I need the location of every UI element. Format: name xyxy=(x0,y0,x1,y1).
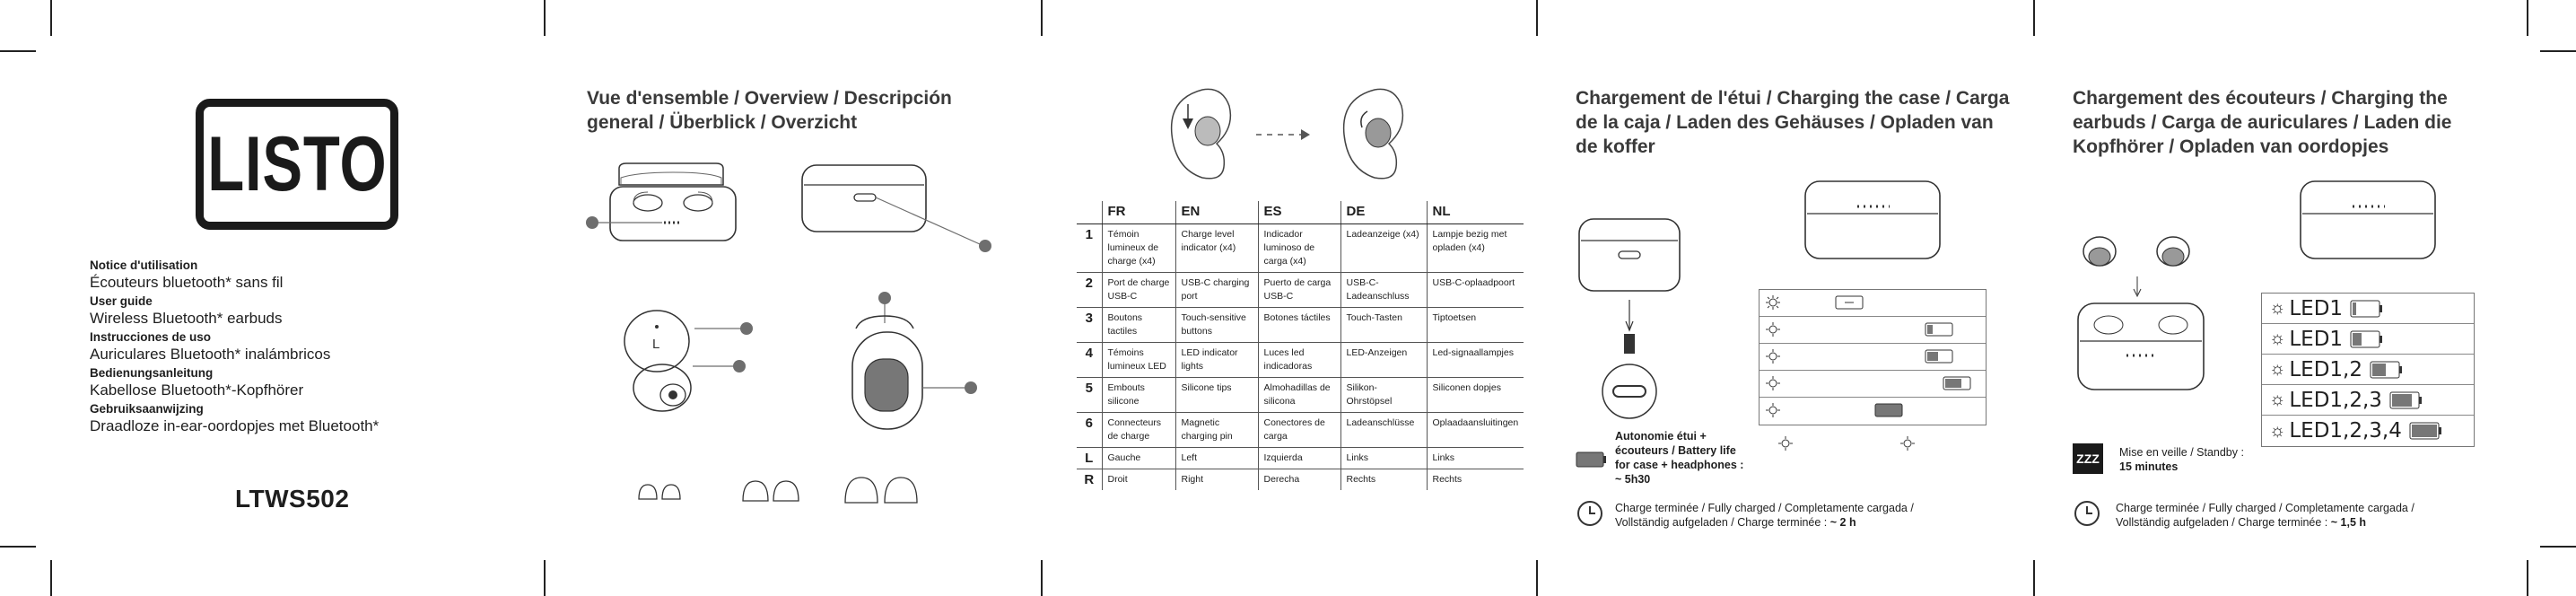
table-cell: Izquierda xyxy=(1258,448,1340,469)
battery-icon xyxy=(1576,451,1608,469)
battery-plug-icon xyxy=(1925,350,1952,363)
table-cell: Gauche xyxy=(1102,448,1175,469)
crop-mark xyxy=(50,0,52,36)
table-header-cell xyxy=(1077,201,1102,224)
table-cell: Right xyxy=(1175,469,1258,491)
table-row xyxy=(1077,378,1524,413)
table-cell: Oplaadaansluitingen xyxy=(1427,413,1524,448)
crop-mark xyxy=(544,0,546,36)
battery-life-line: for case + headphones : xyxy=(1615,459,1744,471)
standby-time: 15 minutes xyxy=(2119,460,2179,473)
sun-icon xyxy=(1766,322,1780,337)
earbud-left-illustration xyxy=(617,309,770,425)
logo-text: LISTO xyxy=(206,120,388,207)
overview-title-line: Vue d'ensemble / Overview / Descripción xyxy=(587,88,952,109)
table-cell: Lampje bezig met opladen (x4) xyxy=(1427,224,1524,273)
table-cell: Almohadillas de silicona xyxy=(1258,378,1340,413)
earbuds-charging-title-line: Kopfhörer / Opladen van oordopjes xyxy=(2073,136,2389,157)
table-cell: Embouts silicone xyxy=(1102,378,1175,413)
clock-icon xyxy=(1576,499,1604,528)
battery-plug-icon xyxy=(1875,404,1902,416)
table-header-cell: FR xyxy=(1102,201,1175,224)
table-cell: USB-C-oplaadpoort xyxy=(1427,273,1524,308)
fully-charged-line: Charge terminée / Fully charged / Completamente cargada / xyxy=(1615,502,1914,514)
row-number: 3 xyxy=(1077,308,1102,343)
sun-icon xyxy=(1766,376,1780,390)
table-cell: Tiptoetsen xyxy=(1427,308,1524,343)
manual-label: User guide xyxy=(90,294,153,308)
battery-level-icon xyxy=(2389,390,2425,410)
table-cell: Led-signaallampjes xyxy=(1427,343,1524,378)
table-row xyxy=(1077,273,1524,308)
led-row xyxy=(2262,324,2474,355)
manual-value: Kabellose Bluetooth*-Kopfhörer xyxy=(90,381,304,399)
table-cell: Silikon-Ohrstöpsel xyxy=(1340,378,1427,413)
battery-level-icon xyxy=(2409,421,2445,441)
model-number: LTWS502 xyxy=(235,485,350,513)
table-row xyxy=(1077,469,1524,491)
parts-table-wrapper xyxy=(1077,201,1524,490)
crop-mark xyxy=(1041,0,1043,36)
standby-line: Mise en veille / Standby : xyxy=(2119,446,2244,459)
earbuds-fully-charged-text xyxy=(2116,501,2414,530)
battery-life-line: Autonomie étui + xyxy=(1615,430,1707,443)
sun-icon xyxy=(1766,295,1780,310)
led-label: LED1 xyxy=(2289,327,2344,351)
led-row xyxy=(2262,385,2474,416)
led-label: LED1,2,3,4 xyxy=(2289,419,2402,443)
clock-icon xyxy=(2073,499,2101,528)
table-cell: Port de charge USB-C xyxy=(1102,273,1175,308)
table-cell: Indicador luminoso de carga (x4) xyxy=(1258,224,1340,273)
closed-case-top-illustration xyxy=(1802,178,1945,267)
table-cell: Rechts xyxy=(1427,469,1524,491)
battery-level-icon xyxy=(2350,329,2386,349)
case-fully-charged-text xyxy=(1615,501,1914,530)
manual-item-es xyxy=(90,330,467,364)
fully-charged-prefix: Vollständig aufgeladen / Charge terminée : xyxy=(2116,516,2331,529)
crop-mark xyxy=(1041,560,1043,596)
row-number: 4 xyxy=(1077,343,1102,378)
crop-mark xyxy=(50,560,52,596)
manual-label: Instrucciones de uso xyxy=(90,330,212,344)
row-number: 5 xyxy=(1077,378,1102,413)
battery-plug-icon xyxy=(1925,323,1952,336)
led-row xyxy=(2262,416,2474,446)
table-row xyxy=(1077,448,1524,469)
table-cell: Conectores de carga xyxy=(1258,413,1340,448)
table-cell: Droit xyxy=(1102,469,1175,491)
manual-label: Gebruiksaanwijzing xyxy=(90,402,204,416)
charge-time: ~ 1,5 h xyxy=(2330,516,2367,529)
table-cell: Témoin lumineux de charge (x4) xyxy=(1102,224,1175,273)
parts-table xyxy=(1077,201,1524,490)
sun-icon: ☼ xyxy=(2269,359,2286,379)
table-header-cell: NL xyxy=(1427,201,1524,224)
crop-mark xyxy=(2033,0,2035,36)
crop-mark xyxy=(544,560,546,596)
manual-label: Notice d'utilisation xyxy=(90,259,198,272)
led-row xyxy=(2262,294,2474,324)
manual-item-fr xyxy=(90,259,467,292)
sleep-icon-text: ZZZ xyxy=(2076,451,2100,466)
table-cell: Connecteurs de charge xyxy=(1102,413,1175,448)
open-case-illustration xyxy=(583,160,772,267)
ear-fitting-illustration xyxy=(1166,81,1471,188)
crop-mark xyxy=(2033,560,2035,596)
table-cell: Charge level indicator (x4) xyxy=(1175,224,1258,273)
battery-life-text xyxy=(1615,429,1743,486)
manual-item-de xyxy=(90,366,467,399)
table-cell: Luces led indicadoras xyxy=(1258,343,1340,378)
sun-icon xyxy=(1900,436,1915,451)
row-number: R xyxy=(1084,472,1095,487)
sleep-icon xyxy=(2073,443,2103,474)
case-lid-illustration xyxy=(2297,178,2441,267)
crop-mark xyxy=(0,50,36,52)
crop-mark xyxy=(1536,0,1538,36)
table-cell: USB-C-Ladeanschluss xyxy=(1340,273,1427,308)
table-cell: Rechts xyxy=(1340,469,1427,491)
fully-charged-line xyxy=(2116,515,2414,530)
fully-charged-line: Charge terminée / Fully charged / Completamente cargada / xyxy=(2116,502,2414,514)
table-header-row xyxy=(1077,201,1524,224)
sun-icon: ☼ xyxy=(2269,420,2286,441)
manual-item-en xyxy=(90,294,467,328)
standby-text xyxy=(2119,445,2244,474)
table-cell: Derecha xyxy=(1258,469,1340,491)
case-charging-title-line: de la caja / Laden des Gehäuses / Opladen van xyxy=(1576,112,1994,133)
crop-mark xyxy=(2540,546,2576,548)
overview-title xyxy=(587,86,952,135)
manual-value: Draadloze in-ear-oordopjes met Bluetooth* xyxy=(90,417,380,434)
table-cell: Touch-Tasten xyxy=(1340,308,1427,343)
table-row xyxy=(1077,413,1524,448)
case-charging-title xyxy=(1576,86,2009,159)
table-row xyxy=(1077,224,1524,273)
table-cell: Silicone tips xyxy=(1175,378,1258,413)
table-cell: Ladeanschlüsse xyxy=(1340,413,1427,448)
sun-icon xyxy=(1778,436,1793,451)
charge-time: ~ 2 h xyxy=(1829,516,1856,529)
earbud-profile-illustration xyxy=(825,289,996,442)
table-cell: Ladeanzeige (x4) xyxy=(1340,224,1427,273)
manual-item-nl xyxy=(90,402,467,435)
earbud-letter-l: L xyxy=(652,337,660,352)
battery-plug-icon xyxy=(1836,296,1863,309)
table-cell: USB-C charging port xyxy=(1175,273,1258,308)
battery-life-line: écouteurs / Battery life xyxy=(1615,444,1736,457)
manual-titles xyxy=(90,259,467,438)
case-charging-title-line: de koffer xyxy=(1576,136,1655,157)
earbuds-in-case-illustration xyxy=(2073,180,2252,404)
table-row xyxy=(1077,343,1524,378)
table-cell: LED-Anzeigen xyxy=(1340,343,1427,378)
crop-mark xyxy=(2540,50,2576,52)
sun-icon: ☼ xyxy=(2269,390,2286,409)
fully-charged-prefix: Vollständig aufgeladen / Charge terminée : xyxy=(1615,516,1830,529)
case-charging-title-line: Chargement de l'étui / Charging the case / Carga xyxy=(1576,88,2010,109)
sun-icon xyxy=(1766,403,1780,417)
table-header-cell: EN xyxy=(1175,201,1258,224)
earbuds-charging-title xyxy=(2073,86,2451,159)
case-usb-illustration xyxy=(1576,214,1746,420)
crop-mark xyxy=(0,546,36,548)
earbuds-charging-title-line: Chargement des écouteurs / Charging the xyxy=(2073,88,2448,109)
crop-mark xyxy=(2527,560,2528,596)
battery-level-icon xyxy=(2370,360,2406,380)
table-cell: Boutons tactiles xyxy=(1102,308,1175,343)
case-charge-status-icons xyxy=(1759,289,1988,469)
manual-value: Auriculares Bluetooth* inalámbricos xyxy=(90,346,331,363)
manual-value: Wireless Bluetooth* earbuds xyxy=(90,310,283,327)
table-cell: Témoins lumineux LED xyxy=(1102,343,1175,378)
table-header-cell: ES xyxy=(1258,201,1340,224)
earbuds-charging-title-line: earbuds / Carga de auriculares / Laden die xyxy=(2073,112,2452,133)
table-cell: Siliconen dopjes xyxy=(1427,378,1524,413)
table-row xyxy=(1077,308,1524,343)
fully-charged-line xyxy=(1615,515,1914,530)
row-number: 1 xyxy=(1077,224,1102,273)
row-number: 6 xyxy=(1077,413,1102,448)
crop-mark xyxy=(2527,0,2528,36)
closed-case-illustration xyxy=(800,160,1007,267)
table-cell: LED indicator lights xyxy=(1175,343,1258,378)
crop-mark xyxy=(1536,560,1538,596)
table-cell: Touch-sensitive buttons xyxy=(1175,308,1258,343)
sun-icon: ☼ xyxy=(2269,298,2286,318)
table-cell: Magnetic charging pin xyxy=(1175,413,1258,448)
table-cell: Links xyxy=(1427,448,1524,469)
led-label: LED1 xyxy=(2289,296,2344,320)
row-number: 2 xyxy=(1077,273,1102,308)
silicone-tips-illustration xyxy=(632,474,1009,510)
led-status-grid xyxy=(2261,293,2475,447)
brand-logo xyxy=(196,99,398,230)
row-number: L xyxy=(1077,448,1102,469)
table-cell: Puerto de carga USB-C xyxy=(1258,273,1340,308)
table-cell: Botones táctiles xyxy=(1258,308,1340,343)
manual-label: Bedienungsanleitung xyxy=(90,366,214,380)
battery-life-line: ~ 5h30 xyxy=(1615,473,1651,486)
overview-title-line: general / Überblick / Overzicht xyxy=(587,112,858,133)
sun-icon: ☼ xyxy=(2269,329,2286,348)
table-header-cell: DE xyxy=(1340,201,1427,224)
sun-icon xyxy=(1766,349,1780,364)
table-cell: Links xyxy=(1340,448,1427,469)
table-cell: Left xyxy=(1175,448,1258,469)
led-label: LED1,2 xyxy=(2289,357,2362,381)
battery-plug-icon xyxy=(1943,377,1970,390)
led-row xyxy=(2262,355,2474,385)
led-label: LED1,2,3 xyxy=(2289,388,2382,412)
battery-level-icon xyxy=(2350,299,2386,319)
manual-value: Écouteurs bluetooth* sans fil xyxy=(90,274,284,291)
